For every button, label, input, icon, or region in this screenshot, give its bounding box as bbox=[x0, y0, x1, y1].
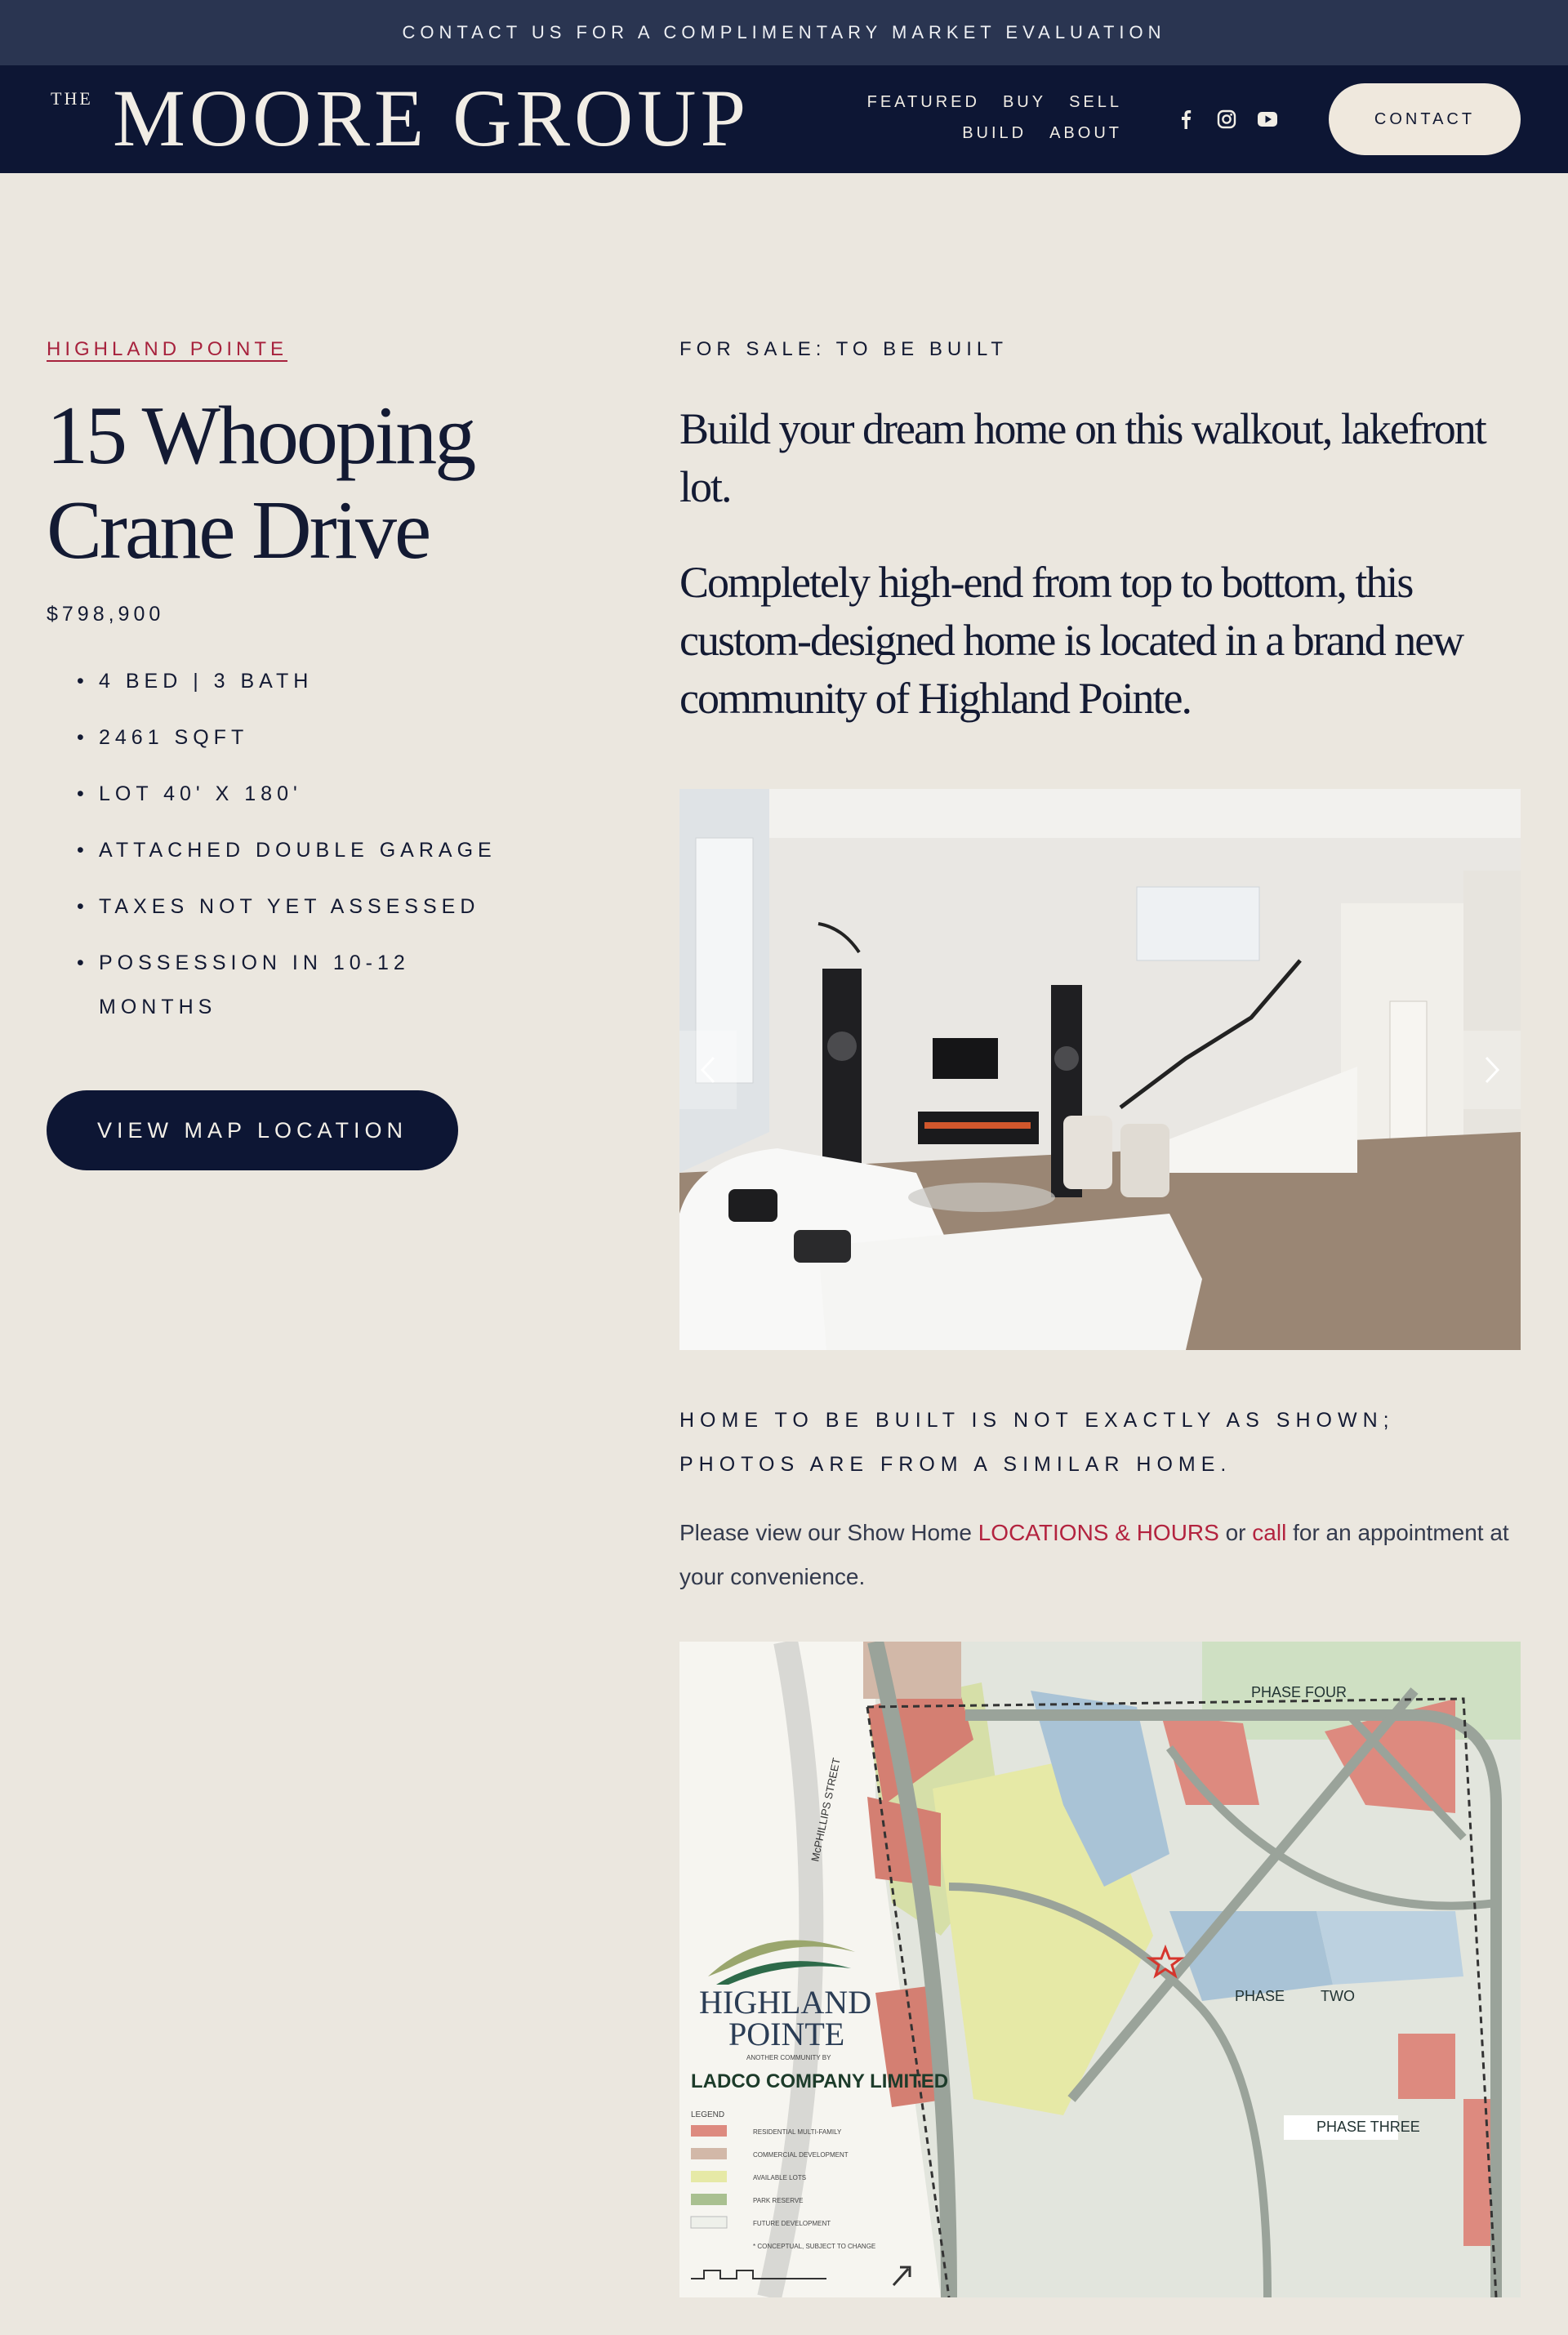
feature-item-beds-baths: • 4 BED | 3 BATH bbox=[47, 659, 556, 703]
phase-three-label: PHASE THREE bbox=[1316, 2119, 1420, 2135]
community-link[interactable]: HIGHLAND POINTE bbox=[47, 338, 288, 360]
legend-item-future: FUTURE DEVELOPMENT bbox=[753, 2220, 831, 2227]
legend-item-commercial: COMMERCIAL DEVELOPMENT bbox=[753, 2151, 849, 2159]
lead-paragraph-1: Build your dream home on this walkout, lakefront lot. bbox=[679, 404, 1486, 511]
feature-item-lot: • LOT 40' X 180' bbox=[47, 772, 556, 816]
call-link[interactable]: call bbox=[1252, 1520, 1287, 1545]
listing-price: $798,900 bbox=[47, 603, 165, 626]
primary-nav-row-2 bbox=[962, 124, 1122, 143]
view-map-location-button[interactable]: VIEW MAP LOCATION bbox=[47, 1090, 458, 1170]
photo-disclaimer: HOME TO BE BUILT IS NOT EXACTLY AS SHOWN; PHOTOS ARE FROM A SIMILAR HOME. bbox=[679, 1409, 1395, 1476]
feature-item-taxes: • TAXES NOT YET ASSESSED bbox=[47, 885, 556, 929]
listing-summary bbox=[47, 338, 553, 1170]
legend-title: LEGEND bbox=[691, 2110, 725, 2119]
sale-status: FOR SALE: TO BE BUILT bbox=[679, 338, 1009, 360]
chevron-right-icon bbox=[1484, 1055, 1500, 1085]
facebook-icon[interactable] bbox=[1174, 108, 1197, 131]
nav-about[interactable]: ABOUT bbox=[1049, 124, 1122, 142]
nav-featured[interactable]: FEATURED bbox=[866, 93, 980, 111]
show-home-note-end: for an appointment at your convenience. bbox=[679, 1520, 1509, 1589]
listing-details bbox=[679, 338, 1521, 728]
legend-item-park: PARK RESERVE bbox=[753, 2197, 804, 2204]
youtube-icon[interactable] bbox=[1256, 108, 1279, 131]
show-home-note-start: Please view our Show Home bbox=[679, 1520, 978, 1545]
feature-item-possession: • POSSESSION IN 10-12 MONTHS bbox=[47, 941, 442, 1029]
phase-two-label-b: TWO bbox=[1321, 1988, 1355, 2004]
phase-two-label-a: PHASE bbox=[1235, 1988, 1285, 2004]
developer-logo: LADCO COMPANY LIMITED bbox=[691, 2070, 949, 2092]
living-room-photo bbox=[679, 789, 1521, 1350]
community-site-plan[interactable] bbox=[679, 1642, 1521, 2297]
gallery-prev-button[interactable] bbox=[679, 1031, 737, 1109]
legend-item-multifamily: RESIDENTIAL MULTI-FAMILY bbox=[753, 2128, 842, 2136]
site-plan-map bbox=[679, 1642, 1521, 2297]
social-links bbox=[1174, 108, 1279, 131]
brand-subtitle: ANOTHER COMMUNITY BY bbox=[746, 2054, 831, 2061]
plan-note: * CONCEPTUAL, SUBJECT TO CHANGE bbox=[753, 2243, 876, 2250]
photo-gallery[interactable] bbox=[679, 789, 1521, 1350]
primary-nav-row-1 bbox=[867, 93, 1122, 112]
locations-hours-link[interactable]: LOCATIONS & HOURS bbox=[978, 1520, 1219, 1545]
instagram-icon[interactable] bbox=[1215, 108, 1238, 131]
show-home-note bbox=[679, 1511, 1521, 1599]
brand-line-1: HIGHLAND bbox=[699, 1984, 872, 2021]
listing-title-line-1: 15 Whooping bbox=[47, 390, 474, 482]
nav-build[interactable]: BUILD bbox=[962, 124, 1027, 142]
listing-title bbox=[47, 389, 553, 578]
chevron-left-icon bbox=[700, 1055, 716, 1085]
legend-item-lots: AVAILABLE LOTS bbox=[753, 2174, 807, 2181]
phase-four-label: PHASE FOUR bbox=[1251, 1684, 1348, 1700]
gallery-next-button[interactable] bbox=[1463, 1031, 1521, 1109]
site-logo[interactable]: MOORE GROUP bbox=[113, 73, 751, 163]
brand-line-2: POINTE bbox=[728, 2016, 845, 2052]
show-home-note-mid: or bbox=[1218, 1520, 1253, 1545]
announcement-bar[interactable] bbox=[0, 0, 1568, 65]
listing-title-line-2: Crane Drive bbox=[47, 484, 430, 577]
nav-sell[interactable]: SELL bbox=[1069, 93, 1122, 111]
feature-item-sqft: • 2461 SQFT bbox=[47, 715, 556, 760]
site-header bbox=[0, 65, 1568, 173]
lead-paragraph-2: Completely high-end from top to bottom, this custom-designed home is located in a brand new community of Highland Pointe. bbox=[679, 558, 1463, 723]
street-label: McPHILLIPS STREET bbox=[808, 1757, 843, 1863]
announcement-text[interactable]: CONTACT US FOR A COMPLIMENTARY MARKET EVALUATION bbox=[402, 22, 1166, 42]
contact-button[interactable]: CONTACT bbox=[1329, 83, 1521, 155]
feature-item-garage: • ATTACHED DOUBLE GARAGE bbox=[47, 828, 556, 872]
logo-prefix[interactable]: THE bbox=[51, 88, 93, 109]
feature-list bbox=[47, 659, 553, 1029]
nav-buy[interactable]: BUY bbox=[1002, 93, 1047, 111]
